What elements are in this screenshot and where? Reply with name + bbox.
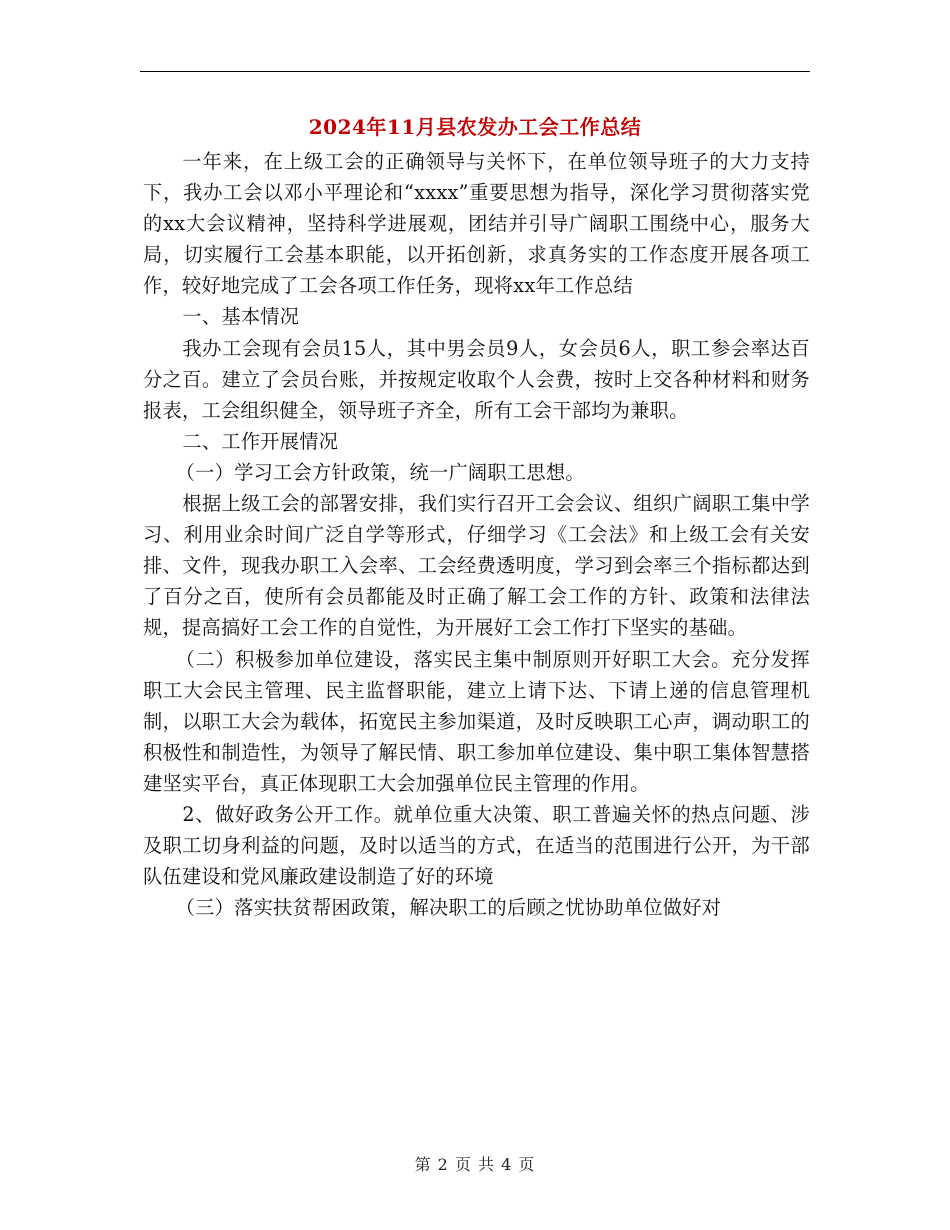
section-heading-basic-situation: 一、基本情况: [182, 305, 300, 329]
section-heading-work-progress: 二、工作开展情况: [182, 429, 339, 453]
page-number: 第 2 页 共 4 页: [414, 1155, 536, 1174]
header-rule: [140, 71, 810, 72]
subsection-3-paragraph: （三）落实扶贫帮困政策，解决职工的后顾之忧协助单位做好对: [175, 896, 722, 920]
subsection-2-paragraph: （二）积极参加单位建设，落实民主集中制原则开好职工大会。充分发挥职工大会民主管理、民主监督职能，建立上请下达、下请上递的信息管理机制，以职工大会为载体，拓宽民主参加渠道，及时反映职工心声，调动职工的积极性和制造性，为领导了解民情、职工参加单位建设、集中职工集体智慧搭建坚实平台，真正体现职工大会加强单位民主管理的作用。: [143, 647, 810, 795]
intro-paragraph: 一年来，在上级工会的正确领导与关怀下，在单位领导班子的大力支持下，我办工会以邓小平理论和“xxxx”重要思想为指导，深化学习贯彻落实党的xx大会议精神，坚持科学进展观，团结并引导广阔职工围绕中心，服务大局，切实履行工会基本职能，以开拓创新，求真务实的工作态度开展各项工作，较好地完成了工会各项工作任务，现将xx年工作总结: [143, 150, 810, 298]
open-affairs-paragraph: 2、做好政务公开工作。就单位重大决策、职工普遍关怀的热点问题、涉及职工切身利益的问题，及时以适当的方式，在适当的范围进行公开，为干部队伍建设和党风廉政建设制造了好的环境: [143, 802, 810, 889]
document-body: [143, 146, 810, 923]
basic-situation-paragraph: 我办工会现有会员15人，其中男会员9人，女会员6人，职工参会率达百分之百。建立了会员台账，并按规定收取个人会费，按时上交各种材料和财务报表，工会组织健全，领导班子齐全，所有工会干部均为兼职。: [143, 336, 810, 422]
subsection-heading-1: （一）学习工会方针政策，统一广阔职工思想。: [175, 460, 585, 484]
document-title: 2024年11月县农发办工会工作总结: [308, 115, 642, 139]
study-paragraph: 根据上级工会的部署安排，我们实行召开工会会议、组织广阔职工集中学习、利用业余时间广泛自学等形式，仔细学习《工会法》和上级工会有关安排、文件，现我办职工入会率、工会经费透明度，学习到会率三个指标都达到了百分之百，使所有会员都能及时正确了解工会工作的方针、政策和法律法规，提高搞好工会工作的自觉性，为开展好工会工作打下坚实的基础。: [143, 492, 810, 640]
